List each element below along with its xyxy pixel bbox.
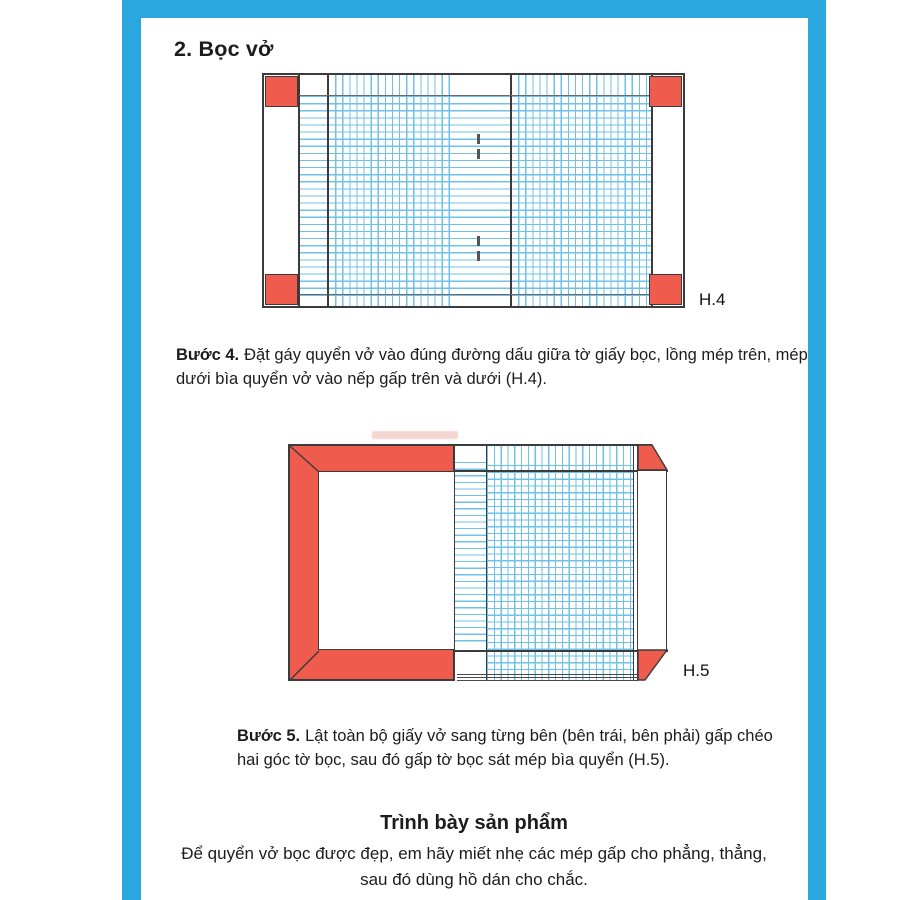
fold-diagonals-overlay	[288, 444, 668, 682]
step4-caption-line1: Bước 4. Đặt gáy quyển vở vào đúng đường dấu giữa tờ giấy bọc, lồng mép trên, mép	[176, 346, 808, 364]
red-corner-bottom-right	[649, 274, 682, 305]
top-fold-crease	[299, 95, 652, 96]
figure-h4-label: H.4	[699, 290, 726, 309]
figure-h4-wrapping-sheet	[262, 73, 685, 308]
product-section-heading: Trình bày sản phẩm	[380, 812, 568, 834]
cover-spine-edge-line	[510, 75, 512, 306]
step5-caption	[237, 725, 773, 772]
section-title: 2. Bọc vở	[174, 37, 274, 61]
center-mark-lower	[477, 236, 480, 266]
figure-h5-folded-cover	[288, 444, 668, 682]
notebook-grid-right-h4	[511, 75, 652, 306]
step5-caption-line1: Bước 5. Lật toàn bộ giấy vở sang từng bên (bên trái, bên phải) gấp chéo	[237, 727, 773, 745]
bottom-fold-crease	[299, 294, 652, 295]
cover-left-edge-line	[327, 75, 329, 306]
product-text-line1: Để quyển vở bọc được đẹp, em hãy miết nhẹ các mép gấp cho phẳng, thẳng,	[181, 844, 767, 863]
page-frame-right	[808, 0, 826, 900]
step4-label: Bước 4.	[176, 346, 240, 364]
figure-h5-label: H.5	[683, 661, 710, 680]
bleedthrough-text-line	[372, 431, 458, 439]
page-frame-top	[122, 0, 826, 18]
center-mark-upper	[477, 134, 480, 164]
red-corner-top-left	[265, 76, 298, 107]
red-corner-top-right	[649, 76, 682, 107]
right-flap-fold-line	[651, 75, 653, 306]
red-corner-bottom-left	[265, 274, 298, 305]
product-section-text	[141, 841, 807, 893]
product-text-line2: sau đó dùng hồ dán cho chắc.	[360, 870, 588, 889]
page-frame-left	[122, 0, 141, 900]
step5-caption-line2: hai góc tờ bọc, sau đó gấp tờ bọc sát mép bìa quyển (H.5).	[237, 750, 670, 769]
step4-caption-line2: dưới bìa quyển vở vào nếp gấp trên và dưới (H.4).	[176, 369, 547, 388]
corner-fold-bottom-right	[638, 650, 667, 680]
left-flap-fold-line	[298, 75, 300, 306]
step4-caption	[176, 344, 808, 391]
notebook-grid-left-h4	[328, 75, 453, 306]
step5-label: Bước 5.	[237, 727, 301, 745]
corner-fold-top-right	[638, 445, 667, 470]
